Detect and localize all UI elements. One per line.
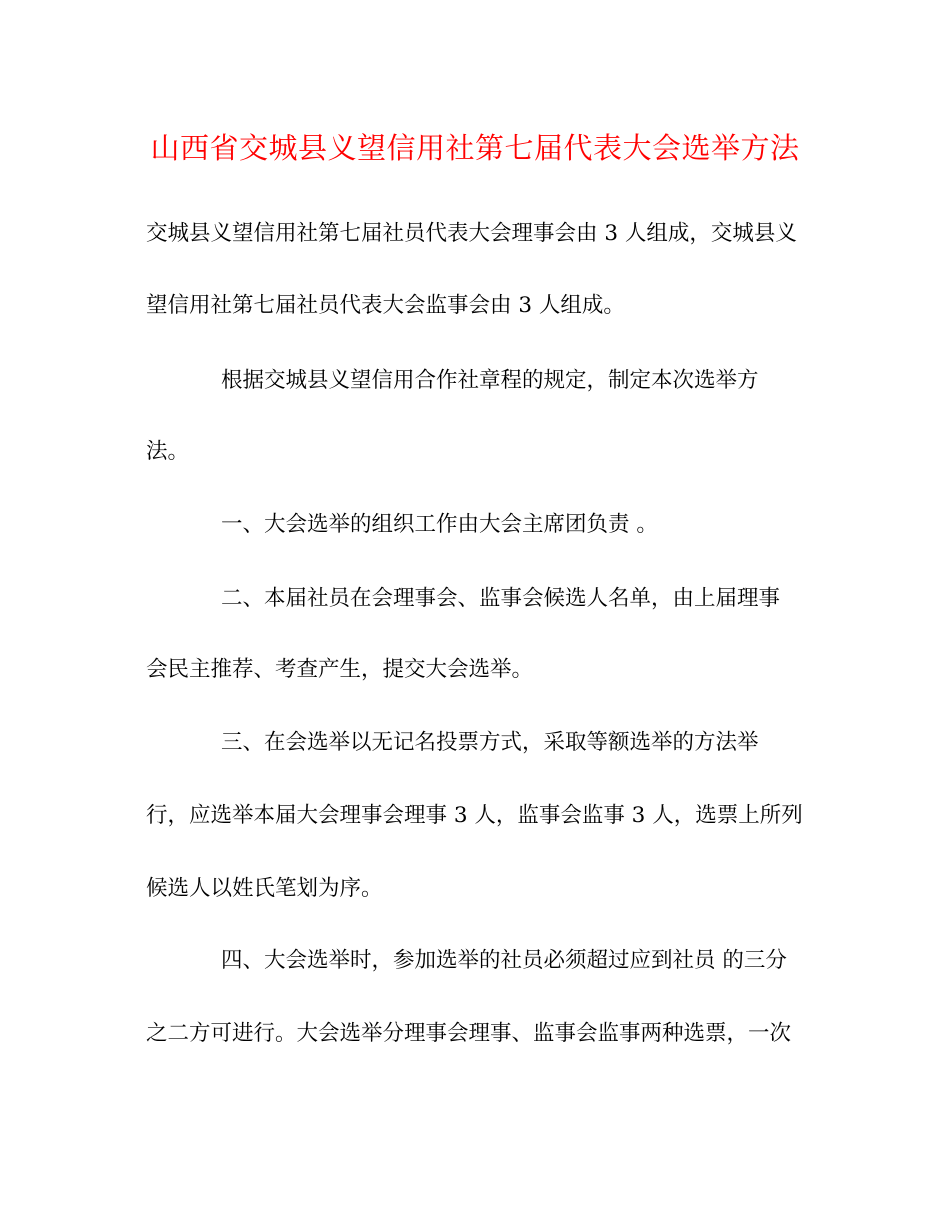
body-line: 行，应选举本届大会理事会理事 3 人，监事会监事 3 人，选票上所列 [146, 803, 803, 828]
body-line: 候选人以姓氏笔划为序。 [146, 876, 383, 901]
body-line: 二、本届社员在会理事会、监事会候选人名单，由上届理事 [221, 586, 781, 611]
body-line: 法。 [146, 439, 190, 464]
body-line: 一、大会选举的组织工作由大会主席团负责 。 [221, 512, 658, 537]
body-line: 三、在会选举以无记名投票方式，采取等额选举的方法举 [221, 730, 759, 755]
body-line: 四、大会选举时，参加选举的社员必须超过应到社员 的三分 [221, 948, 787, 973]
document-title: 山西省交城县义望信用社第七届代表大会选举方法 [150, 131, 800, 165]
body-line: 之二方可进行。大会选举分理事会理事、监事会监事两种选票，一次 [146, 1021, 792, 1046]
body-line: 望信用社第七届社员代表大会监事会由 3 人组成。 [146, 293, 625, 318]
body-line: 会民主推荐、考查产生，提交大会选举。 [146, 657, 534, 682]
body-line: 交城县义望信用社第七届社员代表大会理事会由 3 人组成，交城县义 [146, 221, 797, 246]
body-line: 根据交城县义望信用合作社章程的规定，制定本次选举方 [221, 368, 759, 393]
